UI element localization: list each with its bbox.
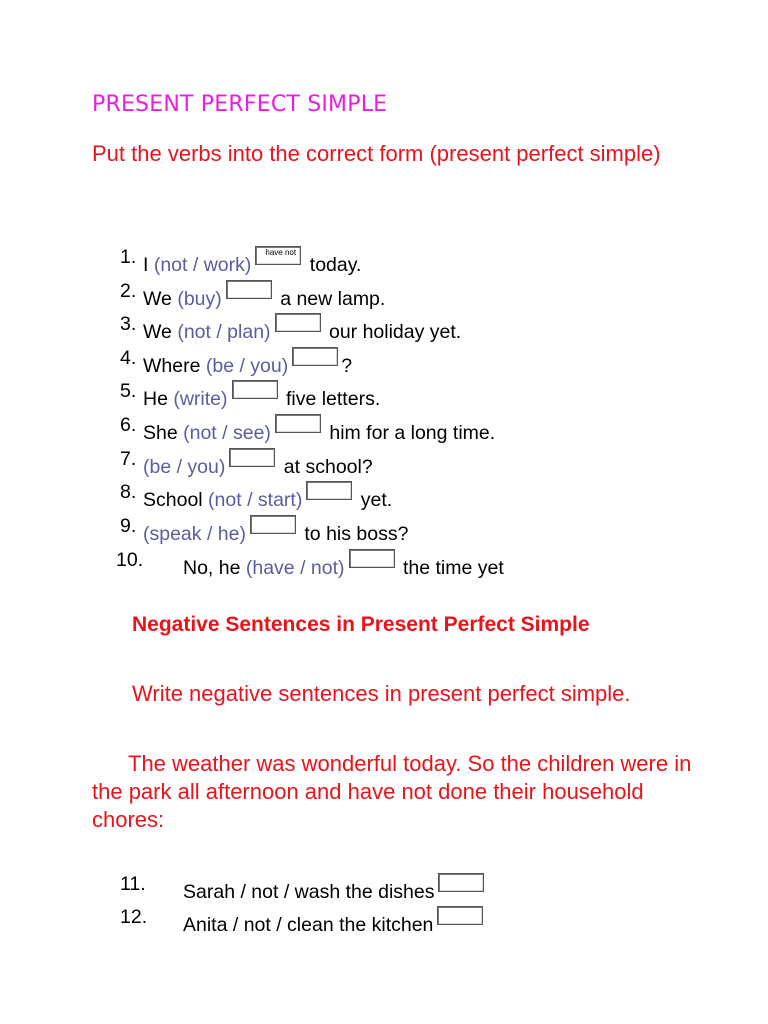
item-number: 3. <box>120 313 137 335</box>
answer-field[interactable] <box>275 313 321 332</box>
item-rest: at school? <box>283 456 373 478</box>
item-rest: yet. <box>360 489 393 511</box>
item-number: 4. <box>120 347 137 369</box>
item-rest: today. <box>309 254 362 276</box>
verb-hint: (not / start) <box>208 489 303 511</box>
item-number: 11. <box>120 873 146 895</box>
answer-field[interactable] <box>306 481 352 500</box>
item-subject: School <box>143 489 203 511</box>
answer-field[interactable] <box>437 906 483 925</box>
answer-field[interactable] <box>250 515 296 534</box>
answer-field[interactable] <box>229 448 275 467</box>
item-subject: Where <box>143 355 201 377</box>
item-number: 9. <box>120 515 137 537</box>
item-subject: I <box>143 254 149 276</box>
answer-text: have not <box>265 248 297 257</box>
item-subject: We <box>143 321 172 343</box>
verb-hint: (be / you) <box>205 355 289 377</box>
section-instruction: Write negative sentences in present perfect simple. <box>132 681 631 706</box>
verb-hint: (not / see) <box>183 422 271 444</box>
item-text: Sarah / not / wash the dishes <box>183 881 435 903</box>
answer-field[interactable] <box>226 280 272 299</box>
verb-hint: (buy) <box>177 288 222 310</box>
item-number: 5. <box>120 380 137 402</box>
page-title: PRESENT PERFECT SIMPLE <box>92 92 388 117</box>
item-subject: We <box>143 288 172 310</box>
verb-hint: (have / not) <box>245 557 345 579</box>
item-rest: five letters. <box>285 388 381 410</box>
answer-field[interactable] <box>232 380 278 399</box>
item-number: 8. <box>120 481 137 503</box>
item-rest: the time yet <box>402 557 504 579</box>
item-number: 12. <box>120 906 148 928</box>
answer-field[interactable] <box>349 549 395 568</box>
answer-field[interactable] <box>438 873 484 892</box>
section-story: The weather was wonderful today. So the children were in the park all afternoon and have not done their household chores: <box>92 751 692 832</box>
item-rest: our holiday yet. <box>328 321 462 343</box>
verb-hint: (not / plan) <box>177 321 271 343</box>
exercise-instruction: Put the verbs into the correct form (present perfect simple) <box>92 141 661 166</box>
item-rest: to his boss? <box>304 523 409 545</box>
item-number: 1. <box>120 246 137 268</box>
item-number: 10. <box>116 549 144 571</box>
item-rest: ? <box>341 355 353 377</box>
answer-field[interactable] <box>275 414 321 433</box>
item-subject: She <box>143 422 178 444</box>
item-number: 7. <box>120 448 137 470</box>
verb-hint: (not / work) <box>153 254 252 276</box>
item-rest: him for a long time. <box>329 422 496 444</box>
item-subject: No, he <box>183 557 241 579</box>
item-subject: He <box>143 388 168 410</box>
item-number: 2. <box>120 280 137 302</box>
verb-hint: (be / you) <box>143 456 226 478</box>
answer-field[interactable] <box>292 347 338 366</box>
section-title: Negative Sentences in Present Perfect Simple <box>132 613 590 636</box>
verb-hint: (speak / he) <box>143 523 246 545</box>
item-number: 6. <box>120 414 137 436</box>
answer-field[interactable] <box>255 246 301 265</box>
item-rest: a new lamp. <box>280 288 386 310</box>
item-text: Anita / not / clean the kitchen <box>183 914 434 936</box>
verb-hint: (write) <box>173 388 228 410</box>
